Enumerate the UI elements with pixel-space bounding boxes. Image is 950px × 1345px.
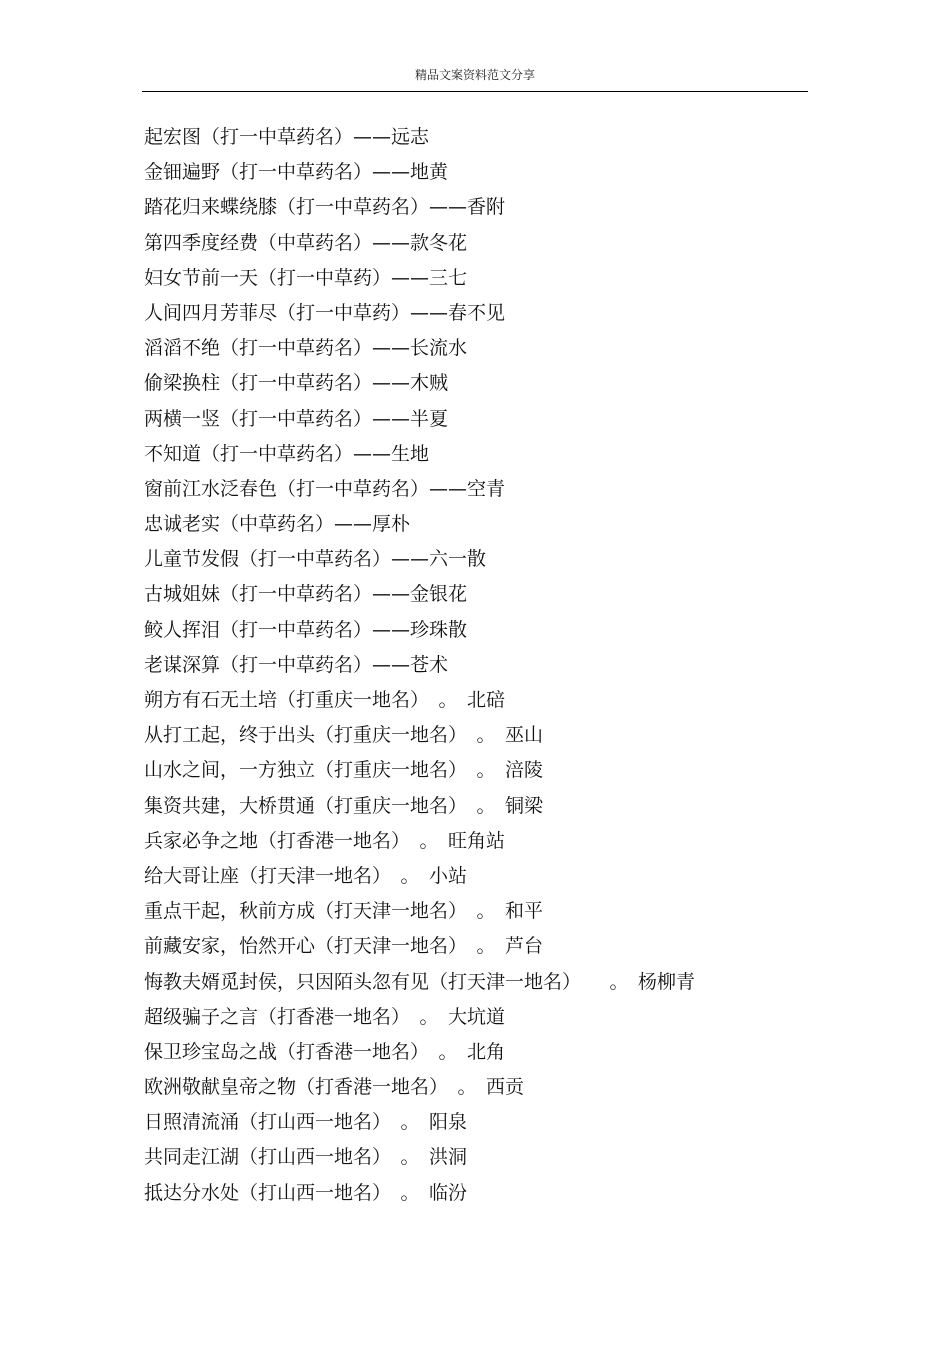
riddle-line: 欧洲敬献皇帝之物（打香港一地名） 。 西贡 xyxy=(144,1076,525,1099)
riddle-list xyxy=(144,120,844,1211)
page-header-title: 精品文案资料范文分享 xyxy=(414,68,535,82)
riddle-line: 山水之间，一方独立（打重庆一地名） 。 涪陵 xyxy=(144,759,544,782)
riddle-line: 人间四月芳菲尽（打一中草药）——春不见 xyxy=(144,301,506,324)
riddle-line: 踏花归来蝶绕膝（打一中草药名）——香附 xyxy=(144,196,506,219)
riddle-line: 第四季度经费（中草药名）——款冬花 xyxy=(144,231,468,254)
riddle-line: 起宏图（打一中草药名）——远志 xyxy=(144,126,430,148)
riddle-line: 共同走江湖（打山西一地名） 。 洪洞 xyxy=(144,1146,468,1169)
riddle-line: 两横一竖（打一中草药名）——半夏 xyxy=(144,407,449,430)
header-divider xyxy=(142,91,808,92)
riddle-line: 窗前江水泛春色（打一中草药名）——空青 xyxy=(144,477,506,500)
riddle-line: 朔方有石无土培（打重庆一地名） 。 北碚 xyxy=(144,689,506,711)
riddle-line: 忠诚老实（中草药名）——厚朴 xyxy=(144,513,411,536)
riddle-line: 给大哥让座（打天津一地名） 。 小站 xyxy=(144,864,468,887)
riddle-line: 日照清流涌（打山西一地名） 。 阳泉 xyxy=(144,1111,468,1134)
riddle-line: 老谋深算（打一中草药名）——苍术 xyxy=(144,653,449,676)
riddle-line: 鲛人挥泪（打一中草药名）——珍珠散 xyxy=(144,618,468,641)
riddle-line: 偷梁换柱（打一中草药名）——木贼 xyxy=(144,372,449,395)
riddle-line: 抵达分水处（打山西一地名） 。 临汾 xyxy=(144,1181,468,1204)
riddle-line: 保卫珍宝岛之战（打香港一地名） 。 北角 xyxy=(144,1040,506,1063)
riddle-line: 不知道（打一中草药名）——生地 xyxy=(144,442,430,465)
riddle-line: 古城姐妹（打一中草药名）——金银花 xyxy=(144,583,468,606)
riddle-line: 妇女节前一天（打一中草药）——三七 xyxy=(144,266,468,289)
riddle-line: 兵家必争之地（打香港一地名） 。 旺角站 xyxy=(144,829,506,852)
riddle-line: 重点干起，秋前方成（打天津一地名） 。 和平 xyxy=(144,900,544,923)
riddle-line: 前藏安家，怡然开心（打天津一地名） 。 芦台 xyxy=(144,935,544,958)
riddle-line: 从打工起，终于出头（打重庆一地名） 。 巫山 xyxy=(144,724,544,747)
riddle-line: 超级骗子之言（打香港一地名） 。 大坑道 xyxy=(144,1005,506,1028)
riddle-line: 滔滔不绝（打一中草药名）——长流水 xyxy=(144,337,468,360)
riddle-line: 悔教夫婿觅封侯，只因陌头忽有见（打天津一地名） 。 杨柳青 xyxy=(144,970,696,993)
riddle-line: 金钿遍野（打一中草药名）——地黄 xyxy=(144,161,449,184)
riddle-line: 集资共建，大桥贯通（打重庆一地名） 。 铜梁 xyxy=(144,794,544,817)
riddle-line: 儿童节发假（打一中草药名）——六一散 xyxy=(144,548,487,571)
